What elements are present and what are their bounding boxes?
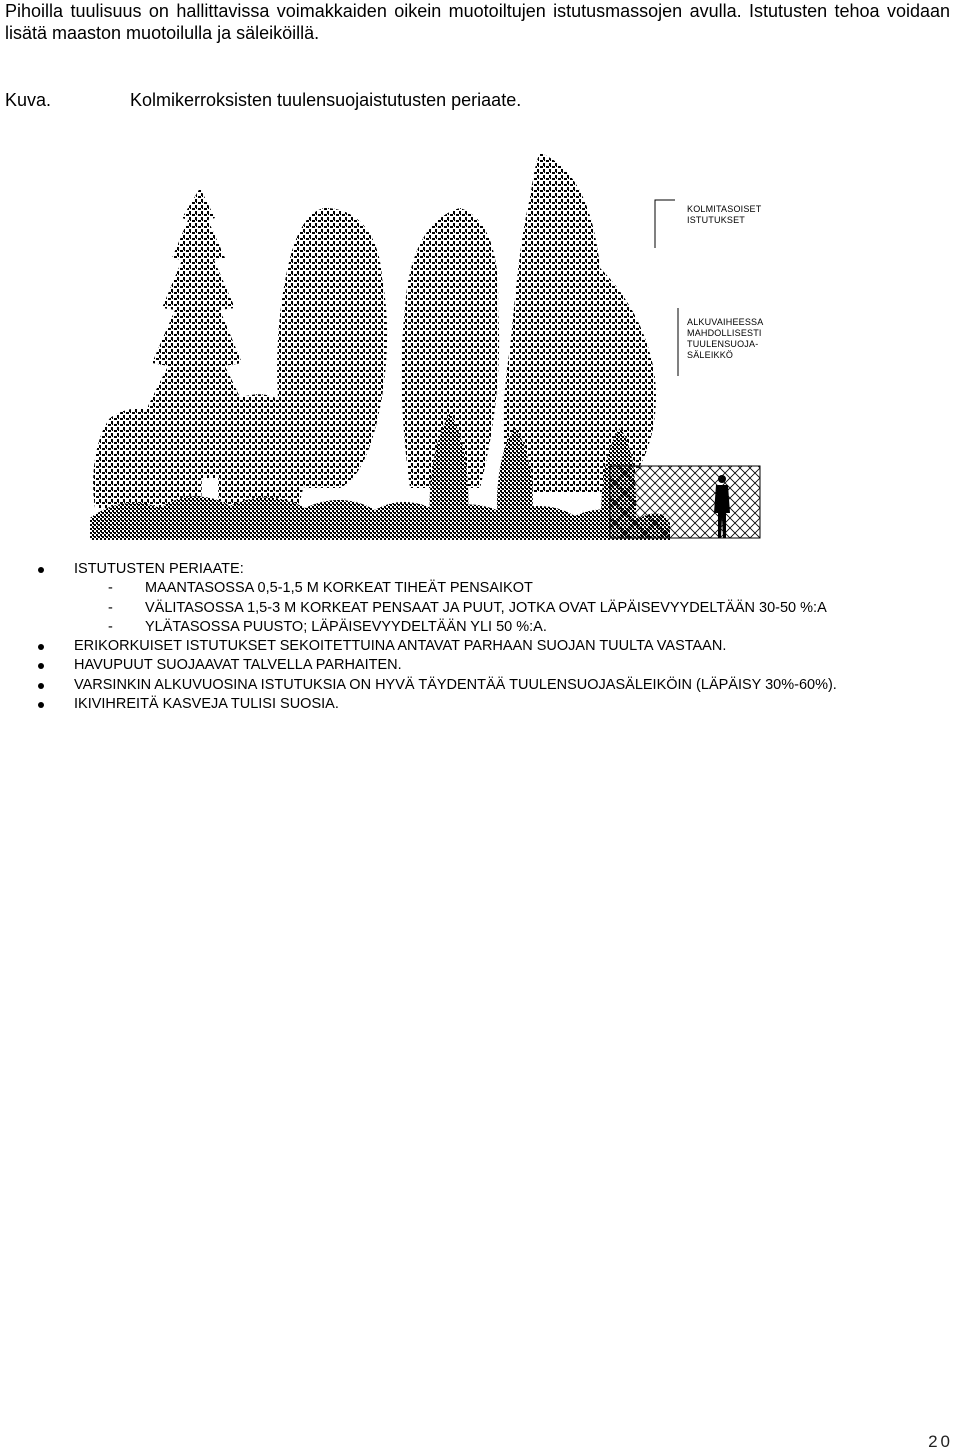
list-item [0, 560, 960, 579]
windbreak-illustration [90, 148, 780, 540]
leader-line-top [655, 200, 675, 248]
list-item [0, 656, 960, 675]
caption-text: Kolmikerroksisten tuulensuojaistutusten periaate. [130, 90, 522, 110]
planting-principles-list [0, 560, 960, 714]
intro-paragraph: Pihoilla tuulisuus on hallittavissa voimakkaiden oikein muotoiltujen istutusmassojen avulla. Istutusten tehoa voidaan lisätä maaston muotoilulla ja säleiköillä. [5, 1, 950, 43]
dash-marker: - [108, 580, 113, 597]
ground-shrubs [90, 496, 670, 540]
wind-screen-fence [610, 466, 760, 538]
sub-list-item [0, 579, 960, 598]
bullet-text: ERIKORKUISET ISTUTUKSET SEKOITETTUINA ANTAVAT PARHAAN SUOJAN TUULTA VASTAAN. [74, 638, 727, 655]
dash-marker: - [108, 599, 113, 616]
bullet-icon [38, 702, 44, 708]
bullet-text: IKIVIHREITÄ KASVEJA TULISI SUOSIA. [74, 696, 339, 713]
label-three-layer-plantings: KOLMITASOISET ISTUTUKSET [687, 204, 762, 225]
list-item [0, 695, 960, 714]
sub-item-text: MAANTASOSSA 0,5-1,5 M KORKEAT TIHEÄT PENSAIKOT [145, 580, 533, 597]
bullet-icon [38, 663, 44, 669]
tree-crown-tall [503, 153, 656, 493]
sub-list-item [0, 618, 960, 637]
sub-item-text: VÄLITASOSSA 1,5-3 M KORKEAT PENSAAT JA PUUT, JOTKA OVAT LÄPÄISEVYYDELTÄÄN 30-50 %:A [145, 599, 827, 616]
windbreak-drawing [90, 148, 780, 540]
label-initial-wind-screen: ALKUVAIHEESSA MAHDOLLISESTI TUULENSUOJA- SÄLEIKKÖ [687, 317, 764, 360]
bullet-text: HAVUPUUT SUOJAAVAT TALVELLA PARHAITEN. [74, 657, 402, 674]
bullet-icon [38, 567, 44, 573]
bullet-icon [38, 644, 44, 650]
page-number: 20 [928, 1432, 953, 1451]
dash-marker: - [108, 618, 113, 635]
bullet-icon [38, 683, 44, 689]
list-item [0, 637, 960, 656]
figure-caption [5, 89, 521, 111]
bullet-text: VARSINKIN ALKUVUOSINA ISTUTUKSIA ON HYVÄ TÄYDENTÄÄ TUULENSUOJASÄLEIKÖIN (LÄPÄISY 30%-60%). [74, 676, 837, 693]
caption-label: Kuva. [5, 90, 52, 110]
principles-heading: ISTUTUSTEN PERIAATE: [74, 561, 244, 577]
sub-list-item [0, 599, 960, 618]
sub-item-text: YLÄTASOSSA PUUSTO; LÄPÄISEVYYDELTÄÄN YLI 50 %:A. [145, 618, 547, 635]
list-item [0, 676, 960, 695]
